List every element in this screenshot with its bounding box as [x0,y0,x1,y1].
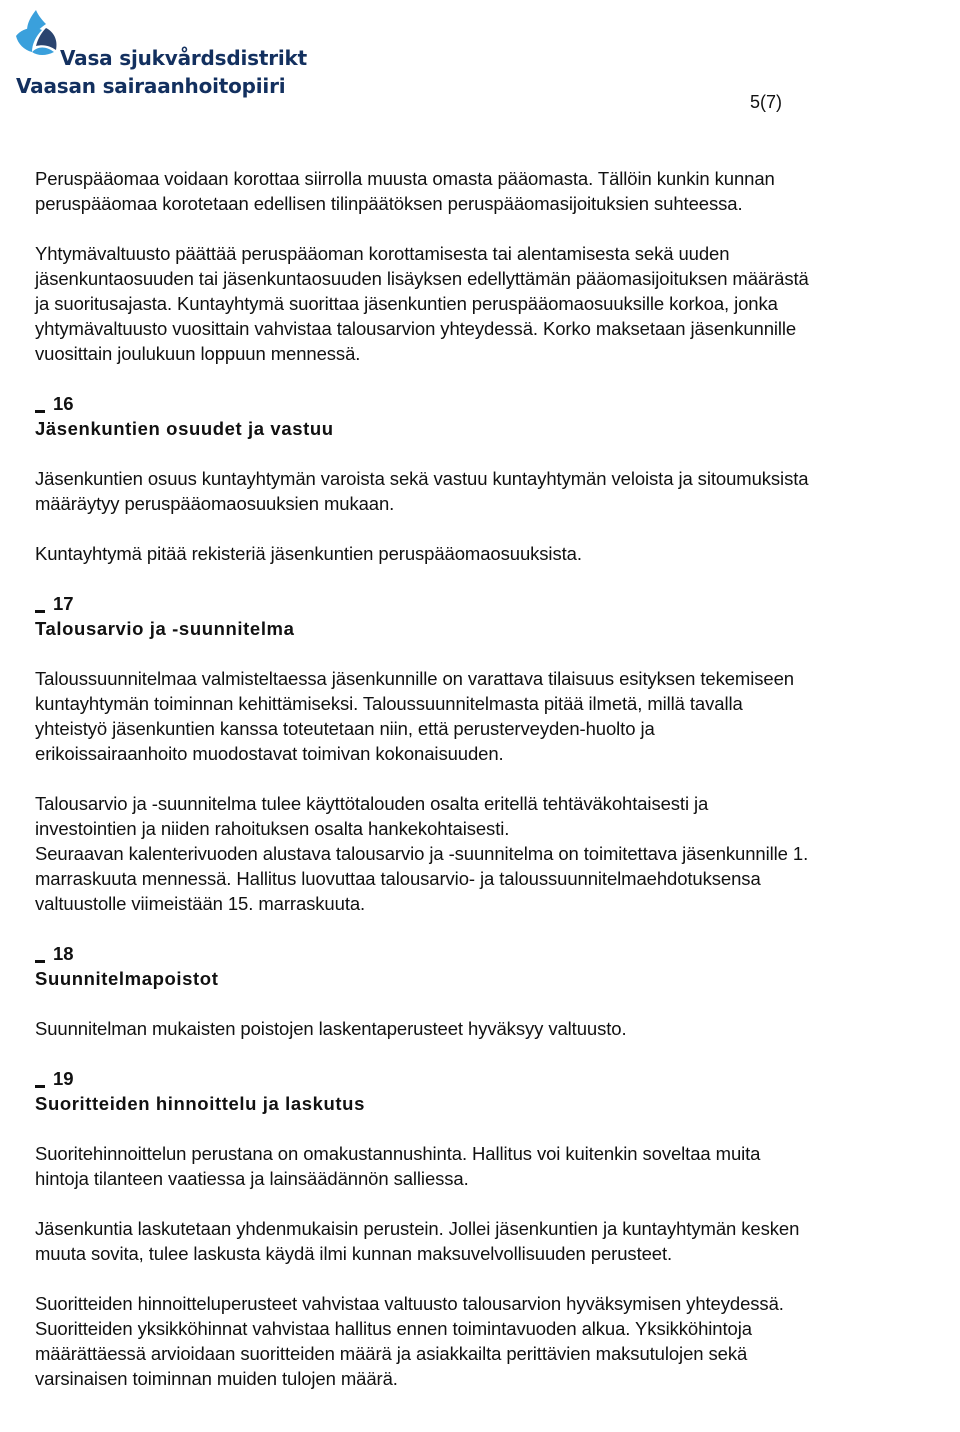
section-sign-icon [35,400,45,413]
paragraph: Talousarvio ja -suunnitelma tulee käyttötalouden osalta eritellä tehtäväkohtaisesti ja investointien ja niiden rahoituksen osalta hankekohtaisesti. Seuraavan kalenterivuoden alustava talousarvio ja -suunnitelma on toimitettava jäsenkunnille 1. marraskuuta mennessä. Hallitus luovuttaa talousarvio- ja taloussuunnitelmaehdotuksensa valtuustolle viimeistään 15. marraskuuta. [35,793,809,914]
paragraph: Jäsenkuntia laskutetaan yhdenmukaisin perustein. Jollei jäsenkuntien ja kuntayhtymän kesken muuta sovita, tulee laskusta käydä ilmi kunnan maksuvelvollisuuden perusteet. [35,1218,800,1264]
organization-logo [6,6,307,98]
section-number-text: 18 [53,943,74,964]
paragraph: Peruspääomaa voidaan korottaa siirrolla muusta omasta pääomasta. Tällöin kunkin kunnan peruspääomaa korotetaan edellisen tilinpäätöksen peruspääomasijoituksien suhteessa. [35,168,775,214]
paragraph: Suoritehinnoittelun perustana on omakustannushinta. Hallitus voi kuitenkin soveltaa muita hintoja tilanteen vaatiessa ja lainsäädännön salliessa. [35,1143,761,1189]
section-number-text: 19 [53,1068,74,1089]
section-number-text: 17 [53,593,74,614]
logo-text-swedish: Vasa sjukvårdsdistrikt [60,46,307,70]
section-number [35,1066,960,1091]
section-sign-icon [35,600,45,613]
logo-text-finnish: Vaasan sairaanhoitopiiri [16,74,286,98]
section-title: Suoritteiden hinnoittelu ja laskutus [35,1093,365,1114]
document-body [35,166,960,1391]
paragraph: Taloussuunnitelmaa valmisteltaessa jäsenkunnille on varattava tilaisuus esityksen tekemiseen kuntayhtymän toiminnan kehittämiseksi. Taloussuunnitelmasta pitää ilmetä, millä tavalla yhteistyö jäsenkuntien kanssa toteutetaan niin, että perusterveyden-huolto ja erikoissairaanhoito muodostavat toimivan kokonaisuuden. [35,668,794,764]
section-number [35,391,960,416]
paragraph: Suoritteiden hinnoitteluperusteet vahvistaa valtuusto talousarvion hyväksymisen yhteydessä. Suoritteiden yksikköhinnat vahvistaa hallitus ennen toimintavuoden alkua. Yksikköhintoja määrättäessä arvioidaan suoritteiden määrä ja asiakkailta perittävien maksutulojen sekä varsinaisen toiminnan muiden tulojen määrä. [35,1293,784,1389]
paragraph: Kuntayhtymä pitää rekisteriä jäsenkuntien peruspääomaosuuksista. [35,543,582,564]
section-title: Jäsenkuntien osuudet ja vastuu [35,418,334,439]
section-sign-icon [35,1075,45,1088]
section-title: Talousarvio ja -suunnitelma [35,618,295,639]
section-sign-icon [35,950,45,963]
paragraph: Yhtymävaltuusto päättää peruspääoman korottamisesta tai alentamisesta sekä uuden jäsenkuntaosuuden tai jäsenkuntaosuuden lisäyksen edellyttämän pääomasijoituksen määrästä ja suoritusajasta. Kuntayhtymä suorittaa jäsenkuntien peruspääomaosuuksille korkoa, jonka yhtymävaltuusto vuosittain vahvistaa talousarvion yhteydessä. Korko maksetaan jäsenkunnille vuosittain joulukuun loppuun mennessä. [35,243,809,364]
paragraph: Suunnitelman mukaisten poistojen laskentaperusteet hyväksyy valtuusto. [35,1018,627,1039]
section-title: Suunnitelmapoistot [35,968,219,989]
section-number [35,941,960,966]
page-number: 5(7) [749,92,782,112]
section-number [35,591,960,616]
paragraph: Jäsenkuntien osuus kuntayhtymän varoista sekä vastuu kuntayhtymän veloista ja sitoumuksista määräytyy peruspääomaosuuksien mukaan. [35,468,809,514]
section-number-text: 16 [53,393,74,414]
